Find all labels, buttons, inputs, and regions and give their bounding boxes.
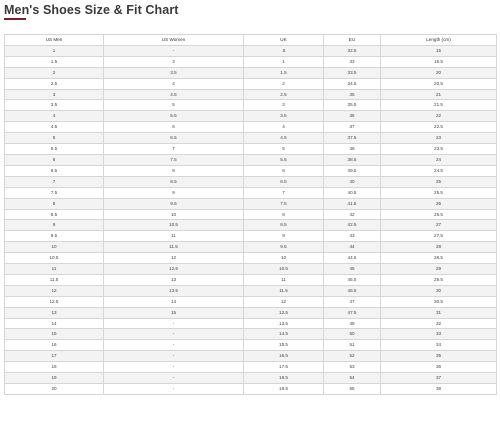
cell-uk: 10.5: [244, 264, 324, 275]
cell-us-men: 2.5: [5, 78, 104, 89]
cell-us-men: 3.5: [5, 100, 104, 111]
cell-eu: 45: [324, 264, 381, 275]
size-chart-table: [4, 34, 497, 395]
table-row: [5, 318, 497, 329]
cell-us-women: 7.5: [104, 154, 244, 165]
cell-us-men: 8: [5, 198, 104, 209]
cell-us-women: 3: [104, 56, 244, 67]
cell-us-women: -: [104, 373, 244, 384]
cell-length-cm: 23: [381, 133, 497, 144]
cell-us-men: 5: [5, 133, 104, 144]
cell-length-cm: 20: [381, 67, 497, 78]
title-underline: [4, 18, 26, 20]
cell-length-cm: 25.5: [381, 187, 497, 198]
cell-eu: 51: [324, 340, 381, 351]
cell-us-men: 11: [5, 264, 104, 275]
cell-length-cm: 36: [381, 362, 497, 373]
cell-uk: 8.5: [244, 220, 324, 231]
cell-us-men: 9.5: [5, 231, 104, 242]
table-row: [5, 329, 497, 340]
cell-eu: 54: [324, 373, 381, 384]
cell-uk: 11.5: [244, 285, 324, 296]
cell-us-women: 9: [104, 187, 244, 198]
table-row: [5, 340, 497, 351]
cell-length-cm: 20.5: [381, 78, 497, 89]
cell-us-men: 11.5: [5, 274, 104, 285]
table-header: [5, 35, 497, 46]
cell-us-women: 8.5: [104, 176, 244, 187]
cell-uk: 8: [244, 209, 324, 220]
cell-length-cm: 21.5: [381, 100, 497, 111]
table-row: [5, 56, 497, 67]
cell-uk: 16.5: [244, 351, 324, 362]
cell-length-cm: 33: [381, 329, 497, 340]
cell-uk: 18.5: [244, 373, 324, 384]
cell-length-cm: 38: [381, 384, 497, 395]
cell-us-men: 6.5: [5, 165, 104, 176]
cell-us-women: -: [104, 362, 244, 373]
cell-uk: 4.5: [244, 133, 324, 144]
cell-us-women: -: [104, 329, 244, 340]
cell-us-women: 13: [104, 274, 244, 285]
cell-us-men: 7: [5, 176, 104, 187]
cell-us-men: 10.5: [5, 253, 104, 264]
cell-us-women: 10.5: [104, 220, 244, 231]
cell-us-women: 6: [104, 122, 244, 133]
cell-length-cm: 35: [381, 351, 497, 362]
cell-uk: 7: [244, 187, 324, 198]
cell-us-women: 3.5: [104, 67, 244, 78]
table-row: [5, 176, 497, 187]
table-row: [5, 242, 497, 253]
table-row: [5, 253, 497, 264]
cell-eu: 32.5: [324, 45, 381, 56]
table-row: [5, 373, 497, 384]
cell-length-cm: 29.5: [381, 274, 497, 285]
table-row: [5, 67, 497, 78]
cell-length-cm: 22.5: [381, 122, 497, 133]
cell-us-women: 4: [104, 78, 244, 89]
cell-eu: 40: [324, 176, 381, 187]
cell-uk: 13.5: [244, 318, 324, 329]
cell-us-men: 14: [5, 318, 104, 329]
cell-us-men: 13: [5, 307, 104, 318]
cell-uk: 7.5: [244, 198, 324, 209]
cell-uk: 19.5: [244, 384, 324, 395]
cell-eu: 47: [324, 296, 381, 307]
table-row: [5, 351, 497, 362]
cell-uk: 9: [244, 231, 324, 242]
cell-us-women: 10: [104, 209, 244, 220]
cell-eu: 39.5: [324, 165, 381, 176]
cell-us-women: 13.5: [104, 285, 244, 296]
cell-us-women: -: [104, 384, 244, 395]
cell-eu: 52: [324, 351, 381, 362]
cell-us-women: 4.5: [104, 89, 244, 100]
table-row: [5, 264, 497, 275]
cell-uk: 6: [244, 165, 324, 176]
page-title: Men's Shoes Size & Fit Chart: [4, 3, 179, 17]
table-row: [5, 384, 497, 395]
cell-eu: 37: [324, 122, 381, 133]
column-header-uk: UK: [244, 35, 324, 46]
cell-uk: 1: [244, 56, 324, 67]
cell-uk: .5: [244, 45, 324, 56]
cell-length-cm: 26.5: [381, 209, 497, 220]
cell-eu: 45.5: [324, 274, 381, 285]
cell-uk: 5.5: [244, 154, 324, 165]
cell-uk: 12.5: [244, 307, 324, 318]
cell-uk: 2.5: [244, 89, 324, 100]
cell-length-cm: 30: [381, 285, 497, 296]
cell-length-cm: 24.5: [381, 165, 497, 176]
table-row: [5, 307, 497, 318]
cell-length-cm: 23.5: [381, 144, 497, 155]
cell-length-cm: 27.5: [381, 231, 497, 242]
cell-eu: 46.5: [324, 285, 381, 296]
cell-us-men: 17: [5, 351, 104, 362]
cell-us-women: 12.5: [104, 264, 244, 275]
cell-uk: 9.5: [244, 242, 324, 253]
table-row: [5, 198, 497, 209]
cell-us-women: -: [104, 340, 244, 351]
table-row: [5, 220, 497, 231]
cell-eu: 44: [324, 242, 381, 253]
cell-uk: 17.5: [244, 362, 324, 373]
cell-us-men: 12.5: [5, 296, 104, 307]
cell-uk: 6.5: [244, 176, 324, 187]
cell-us-women: 5: [104, 100, 244, 111]
cell-eu: 33.5: [324, 67, 381, 78]
cell-us-women: 12: [104, 253, 244, 264]
cell-eu: 34.5: [324, 78, 381, 89]
cell-length-cm: 37: [381, 373, 497, 384]
cell-us-women: 9.5: [104, 198, 244, 209]
size-chart-table-container: [4, 34, 496, 395]
cell-us-women: 14: [104, 296, 244, 307]
cell-uk: 15.5: [244, 340, 324, 351]
table-row: [5, 89, 497, 100]
cell-length-cm: 30.5: [381, 296, 497, 307]
cell-eu: 37.5: [324, 133, 381, 144]
cell-us-women: 5.5: [104, 111, 244, 122]
column-header-us-women: US Women: [104, 35, 244, 46]
cell-us-women: 15: [104, 307, 244, 318]
cell-eu: 53: [324, 362, 381, 373]
table-row: [5, 78, 497, 89]
cell-us-men: 4.5: [5, 122, 104, 133]
cell-us-women: -: [104, 318, 244, 329]
cell-length-cm: 21: [381, 89, 497, 100]
cell-us-women: -: [104, 45, 244, 56]
cell-length-cm: 31: [381, 307, 497, 318]
table-row: [5, 296, 497, 307]
table-row: [5, 144, 497, 155]
cell-us-women: 11.5: [104, 242, 244, 253]
cell-us-men: 8.5: [5, 209, 104, 220]
cell-length-cm: 22: [381, 111, 497, 122]
cell-eu: 49: [324, 318, 381, 329]
table-row: [5, 209, 497, 220]
header-row: [5, 35, 497, 46]
cell-us-men: 18: [5, 362, 104, 373]
cell-eu: 33: [324, 56, 381, 67]
cell-length-cm: 34: [381, 340, 497, 351]
cell-eu: 35: [324, 89, 381, 100]
cell-us-men: 3: [5, 89, 104, 100]
table-row: [5, 133, 497, 144]
cell-eu: 38: [324, 144, 381, 155]
cell-eu: 42.5: [324, 220, 381, 231]
table-row: [5, 100, 497, 111]
cell-eu: 50: [324, 329, 381, 340]
cell-length-cm: 24: [381, 154, 497, 165]
cell-uk: 10: [244, 253, 324, 264]
cell-length-cm: 32: [381, 318, 497, 329]
cell-eu: 43: [324, 231, 381, 242]
table-row: [5, 122, 497, 133]
cell-length-cm: 26: [381, 198, 497, 209]
cell-eu: 55: [324, 384, 381, 395]
cell-uk: 3.5: [244, 111, 324, 122]
cell-uk: 5: [244, 144, 324, 155]
cell-eu: 38.5: [324, 154, 381, 165]
cell-us-men: 15: [5, 329, 104, 340]
cell-length-cm: 28.5: [381, 253, 497, 264]
cell-eu: 36: [324, 111, 381, 122]
cell-length-cm: 25: [381, 176, 497, 187]
cell-us-men: 1: [5, 45, 104, 56]
table-row: [5, 187, 497, 198]
column-header-eu: EU: [324, 35, 381, 46]
cell-us-women: 7: [104, 144, 244, 155]
table-body: [5, 45, 497, 394]
cell-uk: 3: [244, 100, 324, 111]
table-row: [5, 285, 497, 296]
cell-uk: 4: [244, 122, 324, 133]
cell-us-women: 8: [104, 165, 244, 176]
cell-eu: 44.5: [324, 253, 381, 264]
cell-length-cm: 27: [381, 220, 497, 231]
table-row: [5, 362, 497, 373]
cell-us-women: 11: [104, 231, 244, 242]
table-row: [5, 231, 497, 242]
table-row: [5, 111, 497, 122]
cell-uk: 12: [244, 296, 324, 307]
cell-eu: 41.5: [324, 198, 381, 209]
column-header-length: Length (cm): [381, 35, 497, 46]
cell-eu: 35.5: [324, 100, 381, 111]
cell-us-men: 6: [5, 154, 104, 165]
table-row: [5, 165, 497, 176]
cell-length-cm: 15: [381, 45, 497, 56]
cell-us-men: 5.5: [5, 144, 104, 155]
cell-us-women: 6.5: [104, 133, 244, 144]
table-row: [5, 154, 497, 165]
cell-us-men: 4: [5, 111, 104, 122]
cell-uk: 1.5: [244, 67, 324, 78]
cell-us-men: 7.5: [5, 187, 104, 198]
cell-us-men: 20: [5, 384, 104, 395]
cell-length-cm: 29: [381, 264, 497, 275]
cell-eu: 40.5: [324, 187, 381, 198]
cell-eu: 42: [324, 209, 381, 220]
cell-us-men: 9: [5, 220, 104, 231]
cell-us-women: -: [104, 351, 244, 362]
cell-uk: 2: [244, 78, 324, 89]
cell-us-men: 1.5: [5, 56, 104, 67]
cell-us-men: 2: [5, 67, 104, 78]
cell-length-cm: 15.5: [381, 56, 497, 67]
cell-uk: 14.5: [244, 329, 324, 340]
cell-us-men: 10: [5, 242, 104, 253]
cell-length-cm: 28: [381, 242, 497, 253]
table-row: [5, 274, 497, 285]
table-row: [5, 45, 497, 56]
cell-us-men: 16: [5, 340, 104, 351]
column-header-us-men: US Men: [5, 35, 104, 46]
cell-uk: 11: [244, 274, 324, 285]
cell-eu: 47.5: [324, 307, 381, 318]
cell-us-men: 12: [5, 285, 104, 296]
cell-us-men: 19: [5, 373, 104, 384]
